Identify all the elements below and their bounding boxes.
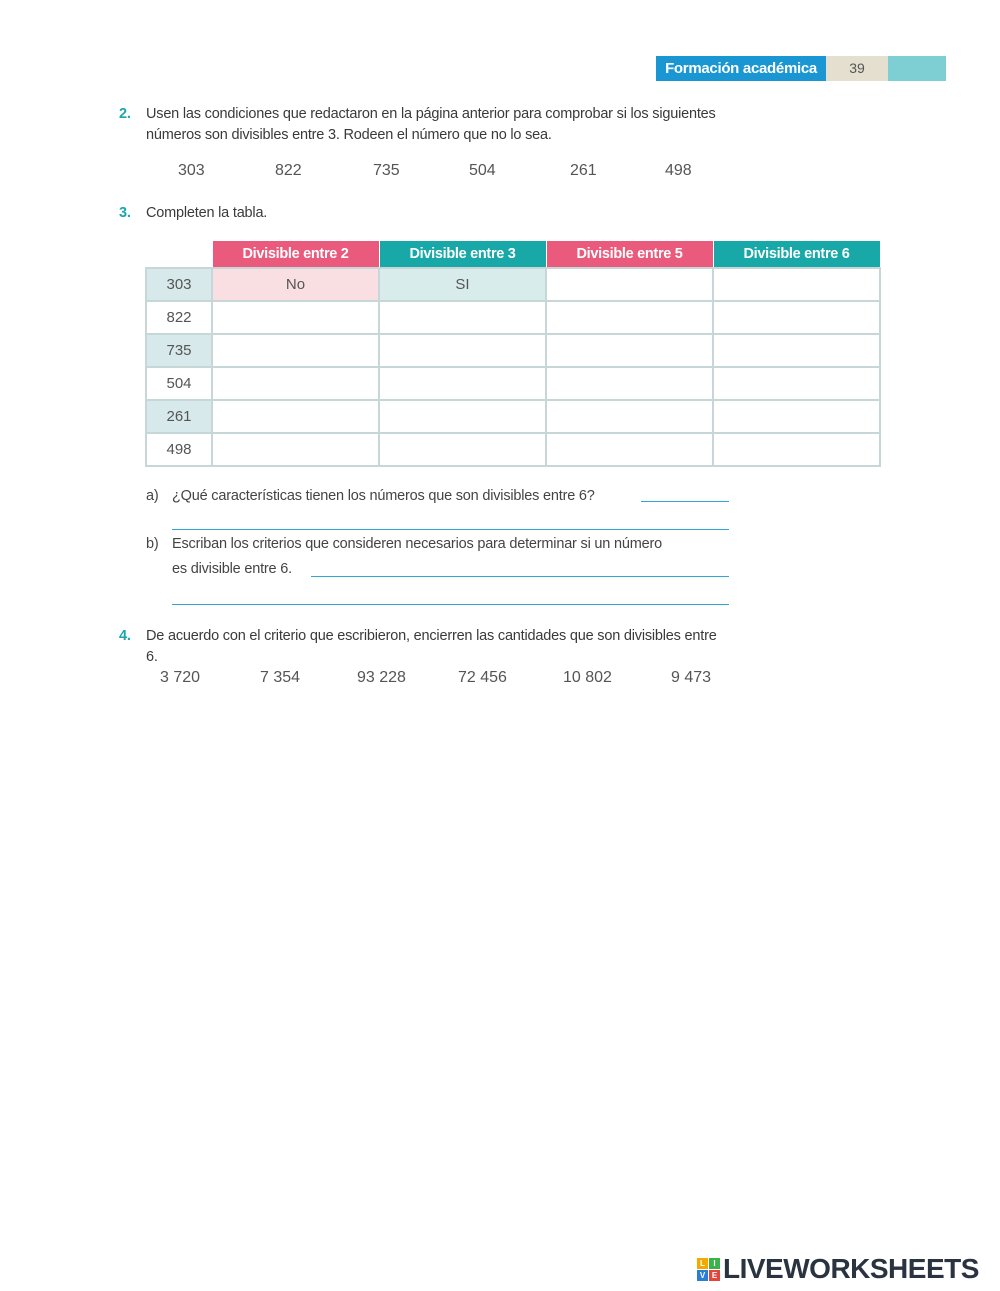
q4-number[interactable]: 9 473 [671,669,712,686]
answer-cell[interactable] [713,301,880,334]
question-3a-text: ¿Qué características tienen los números que son divisibles entre 6? [172,488,595,504]
answer-line-b2[interactable] [172,604,729,605]
answer-cell[interactable] [212,301,379,334]
logo-tile: V [697,1270,708,1281]
header-divisible-5: Divisible entre 5 [546,241,713,269]
question-4 [119,626,726,668]
header-divisible-2: Divisible entre 2 [212,241,379,269]
q2-number[interactable]: 303 [178,162,205,179]
header-divisible-6: Divisible entre 6 [713,241,880,269]
question-3b-text-line2: es divisible entre 6. [172,561,292,577]
liveworksheets-brand [697,1253,979,1285]
table-row [146,400,880,433]
answer-cell[interactable] [212,367,379,400]
q4-number[interactable]: 72 456 [458,669,507,686]
answer-cell[interactable] [713,433,880,466]
answer-line-a2[interactable] [172,529,729,530]
answer-cell[interactable] [379,301,546,334]
q2-number[interactable]: 822 [275,162,302,179]
table-header-row [146,241,880,269]
answer-line-a1[interactable] [641,501,729,502]
question-4-number: 4. [119,628,131,644]
logo-tile: I [709,1258,720,1269]
question-2 [119,104,726,146]
answer-cell[interactable] [713,268,880,301]
answer-cell[interactable] [713,367,880,400]
answer-cell[interactable] [546,433,713,466]
row-label: 498 [146,433,212,466]
table-row [146,334,880,367]
answer-cell[interactable] [212,433,379,466]
q4-number[interactable]: 10 802 [563,669,612,686]
table-row [146,301,880,334]
answer-cell[interactable] [713,334,880,367]
divisibility-table [145,240,881,467]
row-label: 303 [146,268,212,301]
answer-cell[interactable] [713,400,880,433]
q2-number[interactable]: 504 [469,162,496,179]
answer-cell[interactable] [546,367,713,400]
section-title: Formación académica [656,56,826,81]
q4-number[interactable]: 7 354 [260,669,301,686]
question-3-text: Completen la tabla. [146,205,268,221]
question-3a-label: a) [146,488,159,504]
question-2-number: 2. [119,106,131,122]
answer-cell[interactable]: No [212,268,379,301]
answer-cell[interactable] [546,268,713,301]
answer-cell[interactable] [379,367,546,400]
answer-cell[interactable] [212,334,379,367]
logo-tile: E [709,1270,720,1281]
table-row [146,433,880,466]
table-corner [146,241,212,269]
page-header [656,56,946,81]
header-divisible-3: Divisible entre 3 [379,241,546,269]
header-accent [888,56,946,81]
answer-cell[interactable] [546,400,713,433]
question-3a [146,486,595,506]
answer-cell[interactable] [379,334,546,367]
row-label: 261 [146,400,212,433]
q4-number[interactable]: 93 228 [357,669,406,686]
answer-line-b1[interactable] [311,576,729,577]
row-label: 735 [146,334,212,367]
q4-number[interactable]: 3 720 [160,669,201,686]
answer-cell[interactable] [546,334,713,367]
table-row [146,268,880,301]
liveworksheets-logo-icon [697,1258,720,1281]
q2-number[interactable]: 498 [665,162,692,179]
logo-tile: L [697,1258,708,1269]
question-3b-text-line1: Escriban los criterios que consideren necesarios para determinar si un número [172,536,662,552]
question-3 [119,203,726,224]
answer-cell[interactable] [212,400,379,433]
question-3b-label: b) [146,536,159,552]
row-label: 504 [146,367,212,400]
question-4-text: De acuerdo con el criterio que escribieron, encierren las cantidades que son divisibles entre 6. [146,628,717,665]
question-3b [146,534,662,579]
table-row [146,367,880,400]
page-number: 39 [826,56,888,81]
q2-number[interactable]: 261 [570,162,597,179]
answer-cell[interactable]: SI [379,268,546,301]
answer-cell[interactable] [379,400,546,433]
answer-cell[interactable] [379,433,546,466]
q2-number[interactable]: 735 [373,162,400,179]
answer-cell[interactable] [546,301,713,334]
row-label: 822 [146,301,212,334]
question-2-text: Usen las condiciones que redactaron en la página anterior para comprobar si los siguientes números son divisibles entre 3. Rodeen el número que no lo sea. [146,106,716,143]
question-3-number: 3. [119,205,131,221]
brand-name: LIVEWORKSHEETS [723,1253,979,1284]
